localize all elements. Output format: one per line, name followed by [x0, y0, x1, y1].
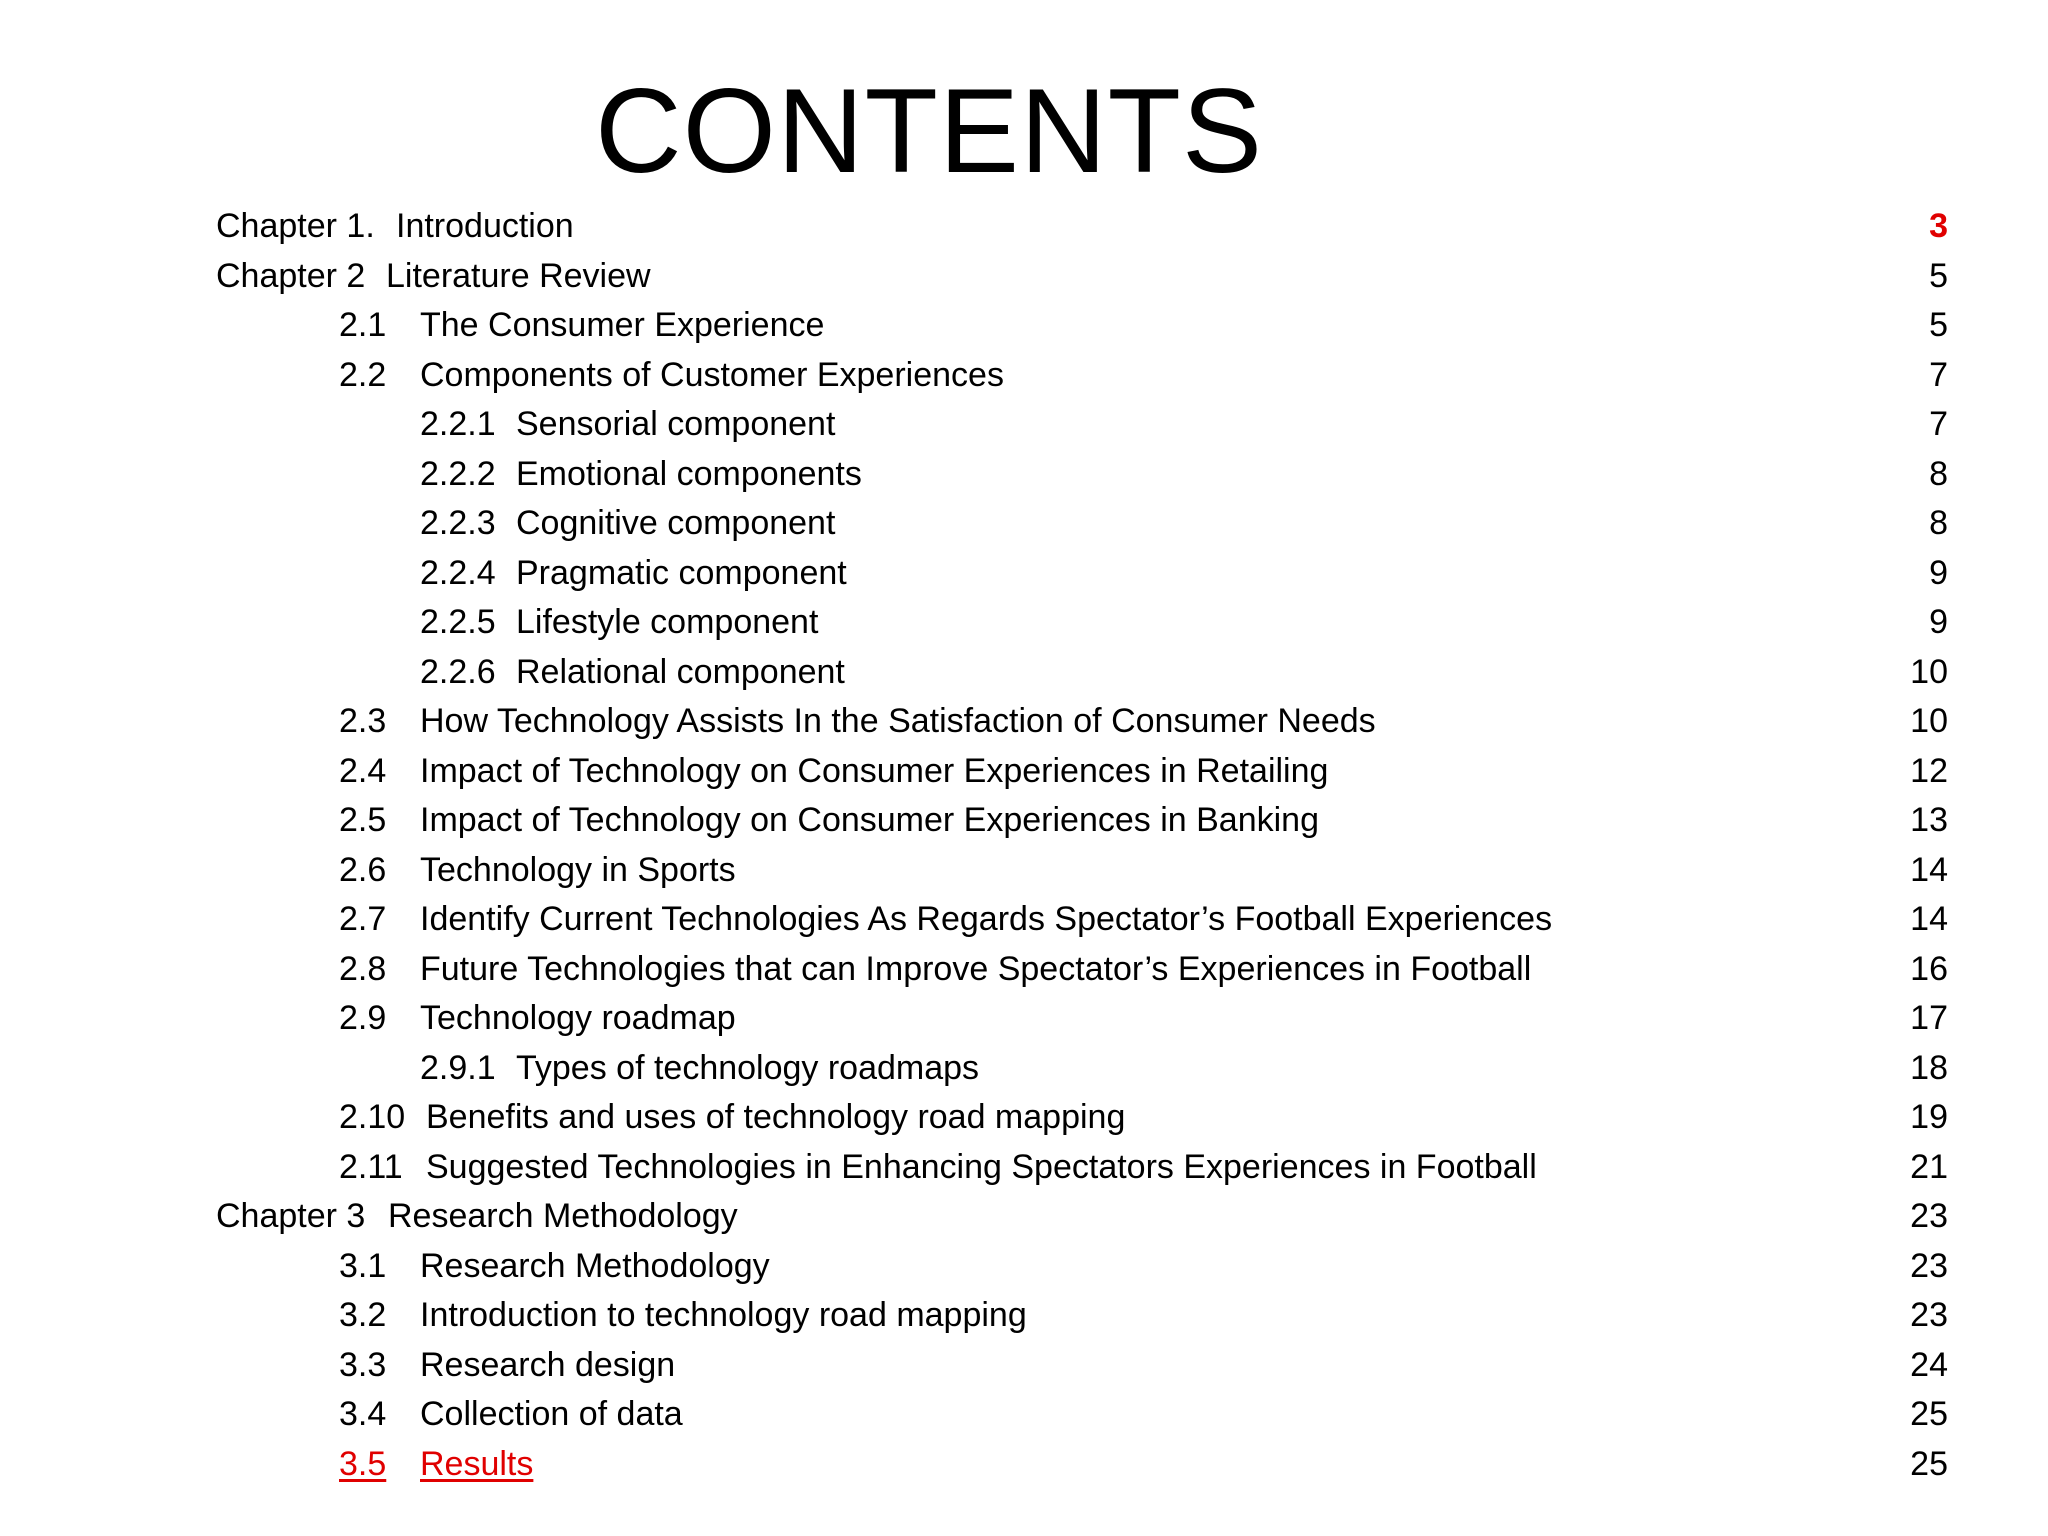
toc-entry-number: 2.9 — [339, 999, 387, 1037]
toc-entry-page-number: 18 — [1910, 1048, 1948, 1087]
toc-entry-page-number: 9 — [1929, 553, 1948, 592]
toc-entry-number: 2.2.1 — [420, 405, 496, 443]
toc-entry-page-number: 8 — [1929, 454, 1948, 493]
toc-entry-title: Future Technologies that can Improve Spectator’s Experiences in Football — [420, 949, 1532, 988]
toc-entry-number: 2.11 — [339, 1147, 403, 1186]
toc-entry-title: Technology in Sports — [420, 850, 736, 889]
toc-entry-number: 2.2.3 — [420, 504, 496, 542]
toc-entry-page-number: 10 — [1910, 652, 1948, 691]
toc-entry-title: Cognitive component — [516, 504, 836, 542]
toc-entry-number: Chapter 3 — [216, 1197, 366, 1235]
toc-entry-page-number: 14 — [1910, 850, 1948, 889]
toc-entry-number: 2.3 — [339, 702, 387, 740]
toc-entry — [0, 450, 2048, 500]
toc-entry — [0, 1192, 2048, 1242]
toc-entry-page-number: 12 — [1910, 751, 1948, 790]
toc-entry-title: The Consumer Experience — [420, 306, 825, 344]
toc-entry-title: Sensorial component — [516, 405, 836, 443]
toc-entry-number: 3.2 — [339, 1296, 387, 1334]
toc-entry-number: 2.2 — [339, 355, 387, 394]
toc-entry-number: 3.1 — [339, 1246, 387, 1285]
toc-entry-title: Technology roadmap — [420, 999, 736, 1037]
toc-entry-title: Introduction — [396, 207, 574, 245]
toc-entry — [0, 1390, 2048, 1440]
toc-entry-title: Identify Current Technologies As Regards Spectator’s Football Experiences — [420, 900, 1553, 938]
toc-entry — [0, 648, 2048, 698]
toc-entry-page-number: 23 — [1910, 1296, 1948, 1334]
toc-entry-number: 2.1 — [339, 306, 387, 344]
toc-entry-title: Lifestyle component — [516, 603, 819, 641]
toc-entry — [0, 202, 2048, 252]
toc-entry-page-number: 9 — [1929, 603, 1948, 641]
toc-entry-title: Relational component — [516, 652, 845, 691]
toc-entry-number: 2.2.4 — [420, 553, 496, 592]
table-of-contents — [0, 202, 2048, 1489]
toc-entry-number: 2.10 — [339, 1098, 406, 1136]
toc-entry-page-number: 5 — [1929, 256, 1948, 295]
toc-entry-title: Emotional components — [516, 454, 862, 493]
toc-entry-page-number: 19 — [1910, 1098, 1948, 1136]
toc-entry-number: 2.2.5 — [420, 603, 496, 641]
toc-entry-page-number: 16 — [1910, 949, 1948, 988]
toc-entry-title: Suggested Technologies in Enhancing Spectators Experiences in Football — [426, 1147, 1537, 1186]
toc-entry-title: Benefits and uses of technology road mapping — [426, 1098, 1126, 1136]
toc-entry — [0, 351, 2048, 401]
toc-entry-title: Collection of data — [420, 1395, 683, 1433]
toc-entry-number: 2.8 — [339, 949, 387, 988]
toc-entry-title: Impact of Technology on Consumer Experiences in Retailing — [420, 751, 1329, 790]
toc-entry-page-number: 25 — [1910, 1395, 1948, 1433]
toc-entry — [0, 994, 2048, 1044]
toc-entry-number: 2.2.2 — [420, 454, 496, 493]
toc-entry — [0, 747, 2048, 797]
toc-entry — [0, 598, 2048, 648]
toc-entry[interactable] — [0, 1440, 2048, 1490]
toc-entry-number: 2.4 — [339, 751, 387, 790]
toc-entry-page-number: 23 — [1910, 1246, 1948, 1285]
toc-entry — [0, 796, 2048, 846]
toc-entry-number: 2.9.1 — [420, 1048, 496, 1087]
toc-entry-page-number: 24 — [1910, 1345, 1948, 1384]
toc-entry-page-number: 23 — [1910, 1197, 1948, 1235]
toc-entry-page-number: 17 — [1910, 999, 1948, 1037]
toc-entry — [0, 945, 2048, 995]
toc-entry — [0, 1291, 2048, 1341]
toc-entry — [0, 549, 2048, 599]
toc-entry-page-number: 7 — [1929, 355, 1948, 394]
toc-entry — [0, 252, 2048, 302]
toc-entry-page-number: 5 — [1929, 306, 1948, 344]
toc-entry-title: Pragmatic component — [516, 553, 847, 592]
toc-entry-number: 2.2.6 — [420, 652, 496, 691]
toc-entry-number: 2.6 — [339, 850, 387, 889]
toc-entry-page-number: 3 — [1929, 207, 1948, 245]
toc-entry-title: How Technology Assists In the Satisfaction of Consumer Needs — [420, 702, 1376, 740]
toc-entry-page-number: 8 — [1929, 504, 1948, 542]
toc-entry — [0, 301, 2048, 351]
toc-entry — [0, 846, 2048, 896]
toc-entry — [0, 1242, 2048, 1292]
toc-entry-number: Chapter 1. — [216, 207, 375, 245]
toc-entry-title[interactable]: Results — [420, 1444, 534, 1483]
toc-entry-title: Components of Customer Experiences — [420, 355, 1004, 394]
toc-entry-number: 3.4 — [339, 1395, 387, 1433]
toc-entry-number: 2.5 — [339, 801, 387, 839]
toc-entry — [0, 1044, 2048, 1094]
toc-entry-number: Chapter 2 — [216, 256, 366, 295]
toc-entry — [0, 499, 2048, 549]
toc-entry — [0, 697, 2048, 747]
toc-entry-page-number: 21 — [1910, 1147, 1948, 1186]
toc-entry-page-number: 25 — [1910, 1444, 1948, 1483]
toc-entry-page-number: 14 — [1910, 900, 1948, 938]
toc-entry — [0, 400, 2048, 450]
toc-entry-title: Literature Review — [386, 256, 651, 295]
toc-entry-title: Impact of Technology on Consumer Experiences in Banking — [420, 801, 1319, 839]
toc-entry-title: Research Methodology — [420, 1246, 770, 1285]
toc-entry-page-number: 10 — [1910, 702, 1948, 740]
toc-entry-number: 2.7 — [339, 900, 387, 938]
toc-entry-number: 3.3 — [339, 1345, 387, 1384]
toc-entry — [0, 1143, 2048, 1193]
toc-entry — [0, 895, 2048, 945]
toc-entry — [0, 1341, 2048, 1391]
toc-entry-title: Introduction to technology road mapping — [420, 1296, 1027, 1334]
toc-entry-title: Types of technology roadmaps — [516, 1048, 980, 1087]
toc-entry-page-number: 13 — [1910, 801, 1948, 839]
page-title: CONTENTS — [595, 64, 1263, 198]
toc-entry-title: Research Methodology — [388, 1197, 738, 1235]
toc-entry-page-number: 7 — [1929, 405, 1948, 443]
toc-entry-title: Research design — [420, 1345, 676, 1384]
toc-entry — [0, 1093, 2048, 1143]
toc-entry-number[interactable]: 3.5 — [339, 1444, 387, 1483]
